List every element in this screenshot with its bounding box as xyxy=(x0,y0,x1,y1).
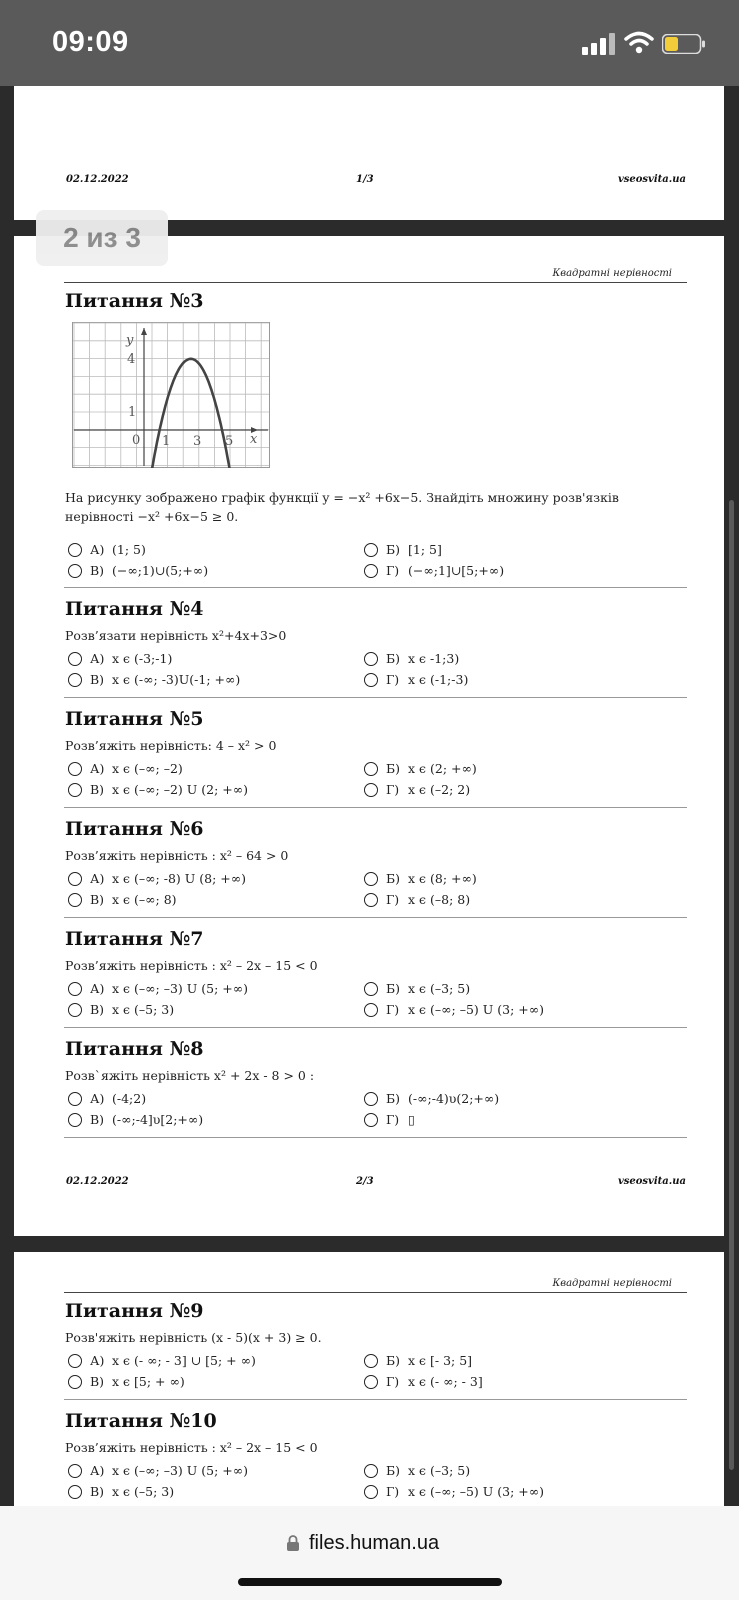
answer-option[interactable] xyxy=(68,1353,256,1368)
answer-option[interactable] xyxy=(364,672,468,687)
radio-button[interactable] xyxy=(68,1464,82,1478)
question-text: Розв’яжіть нерівність : x² – 2x – 15 < 0 xyxy=(65,1440,318,1455)
option-value: x є (–∞; –2) xyxy=(112,761,183,776)
home-indicator[interactable] xyxy=(238,1578,502,1586)
answer-option[interactable] xyxy=(364,542,442,557)
option-letter: В) xyxy=(90,1374,105,1389)
radio-button[interactable] xyxy=(68,1113,82,1127)
question-separator xyxy=(64,1399,687,1400)
page-3 xyxy=(14,1252,724,1506)
option-letter: Б) xyxy=(386,1463,401,1478)
question-title: Питання №10 xyxy=(65,1410,217,1432)
question-separator xyxy=(64,1137,687,1138)
option-value: x є (–5; 3) xyxy=(112,1002,175,1017)
radio-button[interactable] xyxy=(68,1354,82,1368)
option-value: x є (-∞; -3)U(-1; +∞) xyxy=(112,672,241,687)
radio-button[interactable] xyxy=(68,1375,82,1389)
radio-button[interactable] xyxy=(68,762,82,776)
question-separator xyxy=(64,807,687,808)
option-letter: Г) xyxy=(386,563,400,578)
answer-option[interactable] xyxy=(364,761,477,776)
option-value: x є (–∞; 8) xyxy=(112,892,177,907)
option-letter: Г) xyxy=(386,672,400,687)
option-value: (−∞;1)∪(5;+∞) xyxy=(112,563,209,578)
answer-option[interactable] xyxy=(68,1484,174,1499)
radio-button[interactable] xyxy=(68,982,82,996)
answer-option[interactable] xyxy=(364,871,477,886)
page-1 xyxy=(14,86,724,220)
footer-site: vseosvita.ua xyxy=(617,174,686,185)
option-letter: Б) xyxy=(386,1353,401,1368)
option-letter: В) xyxy=(90,672,105,687)
radio-button[interactable] xyxy=(364,1113,378,1127)
answer-option[interactable] xyxy=(364,563,504,578)
radio-button[interactable] xyxy=(68,673,82,687)
option-value: x є (- ∞; - 3] ∪ [5; + ∞) xyxy=(112,1353,256,1368)
option-letter: В) xyxy=(90,1484,105,1499)
radio-button[interactable] xyxy=(364,872,378,886)
answer-option[interactable] xyxy=(364,1112,415,1127)
question-separator xyxy=(64,697,687,698)
radio-button[interactable] xyxy=(68,1485,82,1499)
question-text: Розв`яжіть нерівність x² + 2x - 8 > 0 : xyxy=(65,1068,315,1083)
graph-x-tick: 5 xyxy=(225,434,234,449)
option-letter: Б) xyxy=(386,761,401,776)
answer-option[interactable] xyxy=(68,871,246,886)
header-rule xyxy=(64,1292,687,1293)
option-letter: А) xyxy=(90,1091,105,1106)
option-letter: В) xyxy=(90,892,105,907)
option-letter: Г) xyxy=(386,1374,400,1389)
wifi-icon xyxy=(624,31,654,55)
option-value: x є (8; +∞) xyxy=(408,871,477,886)
question-separator xyxy=(64,1027,687,1028)
radio-button[interactable] xyxy=(364,1464,378,1478)
radio-button[interactable] xyxy=(68,893,82,907)
status-bar xyxy=(0,0,739,86)
option-letter: Б) xyxy=(386,871,401,886)
footer-page-number: 2/3 xyxy=(356,1176,374,1187)
option-value: x є (2; +∞) xyxy=(408,761,477,776)
option-value: x є [5; + ∞) xyxy=(112,1374,185,1389)
option-letter: В) xyxy=(90,1002,105,1017)
option-letter: Б) xyxy=(386,981,401,996)
option-value: x є (–3; 5) xyxy=(408,1463,471,1478)
option-value: x є (–∞; –3) U (5; +∞) xyxy=(112,1463,249,1478)
question-text: Розв’яжіть нерівність : x² – 2x – 15 < 0 xyxy=(65,958,318,973)
question-separator xyxy=(64,587,687,588)
option-value: x є (–3; 5) xyxy=(408,981,471,996)
question-title: Питання №4 xyxy=(65,598,204,620)
answer-option[interactable] xyxy=(68,1374,185,1389)
answer-option[interactable] xyxy=(68,563,208,578)
option-value: x є (- ∞; - 3] xyxy=(408,1374,483,1389)
option-letter: А) xyxy=(90,871,105,886)
answer-option[interactable] xyxy=(68,761,183,776)
option-letter: А) xyxy=(90,761,105,776)
answer-option[interactable] xyxy=(364,981,470,996)
graph-y-label: y xyxy=(126,333,134,348)
answer-option[interactable] xyxy=(68,672,240,687)
radio-button[interactable] xyxy=(364,652,378,666)
question-title: Питання №5 xyxy=(65,708,204,730)
graph-x-tick: 3 xyxy=(193,434,202,449)
answer-option[interactable] xyxy=(364,782,470,797)
page-2 xyxy=(14,236,724,1236)
url-text[interactable]: files.human.ua xyxy=(309,1532,440,1554)
answer-option[interactable] xyxy=(364,1353,472,1368)
radio-button[interactable] xyxy=(68,1092,82,1106)
answer-option[interactable] xyxy=(68,651,172,666)
option-letter: Г) xyxy=(386,1484,400,1499)
option-value: x є (–2; 2) xyxy=(408,782,471,797)
answer-option[interactable] xyxy=(68,892,177,907)
option-letter: Г) xyxy=(386,1112,400,1127)
question-title: Питання №6 xyxy=(65,818,204,840)
answer-option[interactable] xyxy=(68,1463,248,1478)
option-value: (-4;2) xyxy=(112,1091,147,1106)
radio-button[interactable] xyxy=(364,1375,378,1389)
option-value: x є (–∞; -8) U (8; +∞) xyxy=(112,871,247,886)
option-letter: Б) xyxy=(386,651,401,666)
scrollbar[interactable] xyxy=(729,500,734,1470)
option-letter: В) xyxy=(90,563,105,578)
answer-option[interactable] xyxy=(68,1091,146,1106)
option-value: x є (–∞; –2) U (2; +∞) xyxy=(112,782,249,797)
question-separator xyxy=(64,917,687,918)
footer-date: 02.12.2022 xyxy=(66,174,129,185)
page-header: Квадратні нерівності xyxy=(552,1278,672,1289)
graph-x-tick: 0 xyxy=(132,433,141,448)
radio-button[interactable] xyxy=(364,1485,378,1499)
option-value: x є (-1;-3) xyxy=(408,672,469,687)
graph-x-tick: 1 xyxy=(162,434,171,449)
answer-option[interactable] xyxy=(68,981,248,996)
pdf-viewer[interactable] xyxy=(0,86,739,1506)
graph-y-tick: 1 xyxy=(128,405,137,420)
option-value: [1; 5] xyxy=(408,542,442,557)
answer-option[interactable] xyxy=(364,1484,544,1499)
question-text: Розв’язати нерівність x²+4x+3>0 xyxy=(65,628,287,643)
answer-option[interactable] xyxy=(364,651,459,666)
question-title: Питання №3 xyxy=(65,290,204,312)
option-letter: Б) xyxy=(386,542,401,557)
radio-button[interactable] xyxy=(364,1354,378,1368)
battery-icon xyxy=(662,34,706,54)
answer-option[interactable] xyxy=(68,782,248,797)
header-rule xyxy=(64,282,687,283)
option-letter: Г) xyxy=(386,782,400,797)
option-value: (-∞;-4)υ(2;+∞) xyxy=(408,1091,500,1106)
option-letter: В) xyxy=(90,1112,105,1127)
option-value: x є (–∞; –5) U (3; +∞) xyxy=(408,1484,545,1499)
question-text: Розв'яжіть нерівність (x - 5)(x + 3) ≥ 0. xyxy=(65,1330,322,1345)
footer-site: vseosvita.ua xyxy=(617,1176,686,1187)
radio-button[interactable] xyxy=(364,1003,378,1017)
option-letter: А) xyxy=(90,981,105,996)
option-letter: А) xyxy=(90,651,105,666)
answer-option[interactable] xyxy=(68,1002,174,1017)
radio-button[interactable] xyxy=(68,872,82,886)
answer-option[interactable] xyxy=(364,1091,499,1106)
answer-option[interactable] xyxy=(364,1374,483,1389)
page-header: Квадратні нерівності xyxy=(552,268,672,279)
radio-button[interactable] xyxy=(364,564,378,578)
option-value: ▯ xyxy=(408,1112,415,1127)
answer-option[interactable] xyxy=(364,892,470,907)
radio-button[interactable] xyxy=(68,783,82,797)
option-letter: А) xyxy=(90,542,105,557)
question-text: На рисунку зображено графік функції y = −x² +6x−5. Знайдіть множину розв'язків нерівності −x² +6x−5 ≥ 0. xyxy=(65,490,619,524)
graph-x-label: x xyxy=(250,432,258,447)
answer-option[interactable] xyxy=(364,1463,470,1478)
option-value: x є (-3;-1) xyxy=(112,651,173,666)
radio-button[interactable] xyxy=(364,543,378,557)
radio-button[interactable] xyxy=(364,982,378,996)
option-letter: А) xyxy=(90,1353,105,1368)
question-title: Питання №9 xyxy=(65,1300,204,1322)
option-letter: Г) xyxy=(386,892,400,907)
footer-page-number: 1/3 xyxy=(356,174,374,185)
option-value: x є -1;3) xyxy=(408,651,460,666)
answer-option[interactable] xyxy=(68,1112,203,1127)
radio-button[interactable] xyxy=(364,1092,378,1106)
page-indicator-badge: 2 из 3 xyxy=(36,210,168,266)
radio-button[interactable] xyxy=(68,564,82,578)
answer-option[interactable] xyxy=(68,542,146,557)
radio-button[interactable] xyxy=(364,893,378,907)
question-title: Питання №8 xyxy=(65,1038,204,1060)
option-letter: А) xyxy=(90,1463,105,1478)
option-letter: Г) xyxy=(386,1002,400,1017)
parabola-graph xyxy=(72,322,270,468)
option-value: (-∞;-4]υ[2;+∞) xyxy=(112,1112,204,1127)
radio-button[interactable] xyxy=(68,1003,82,1017)
option-value: x є (–5; 3) xyxy=(112,1484,175,1499)
option-value: x є (–8; 8) xyxy=(408,892,471,907)
radio-button[interactable] xyxy=(364,783,378,797)
option-value: (1; 5) xyxy=(112,542,146,557)
radio-button[interactable] xyxy=(364,762,378,776)
question-title: Питання №7 xyxy=(65,928,204,950)
clock: 09:09 xyxy=(52,26,129,58)
question-text: Розв’яжіть нерівність: 4 – x² > 0 xyxy=(65,738,277,753)
browser-address-bar[interactable] xyxy=(0,1506,739,1600)
option-value: x є [- 3; 5] xyxy=(408,1353,473,1368)
answer-option[interactable] xyxy=(364,1002,544,1017)
option-letter: В) xyxy=(90,782,105,797)
option-value: x є (–∞; –5) U (3; +∞) xyxy=(408,1002,545,1017)
question-text: Розв’яжіть нерівність : x² – 64 > 0 xyxy=(65,848,289,863)
option-value: x є (–∞; –3) U (5; +∞) xyxy=(112,981,249,996)
radio-button[interactable] xyxy=(364,673,378,687)
cellular-signal-icon xyxy=(582,33,616,55)
radio-button[interactable] xyxy=(68,652,82,666)
footer-date: 02.12.2022 xyxy=(66,1176,129,1187)
option-value: (−∞;1]∪[5;+∞) xyxy=(408,563,505,578)
lock-icon xyxy=(286,1534,300,1552)
radio-button[interactable] xyxy=(68,543,82,557)
option-letter: Б) xyxy=(386,1091,401,1106)
graph-y-tick: 4 xyxy=(127,352,136,367)
